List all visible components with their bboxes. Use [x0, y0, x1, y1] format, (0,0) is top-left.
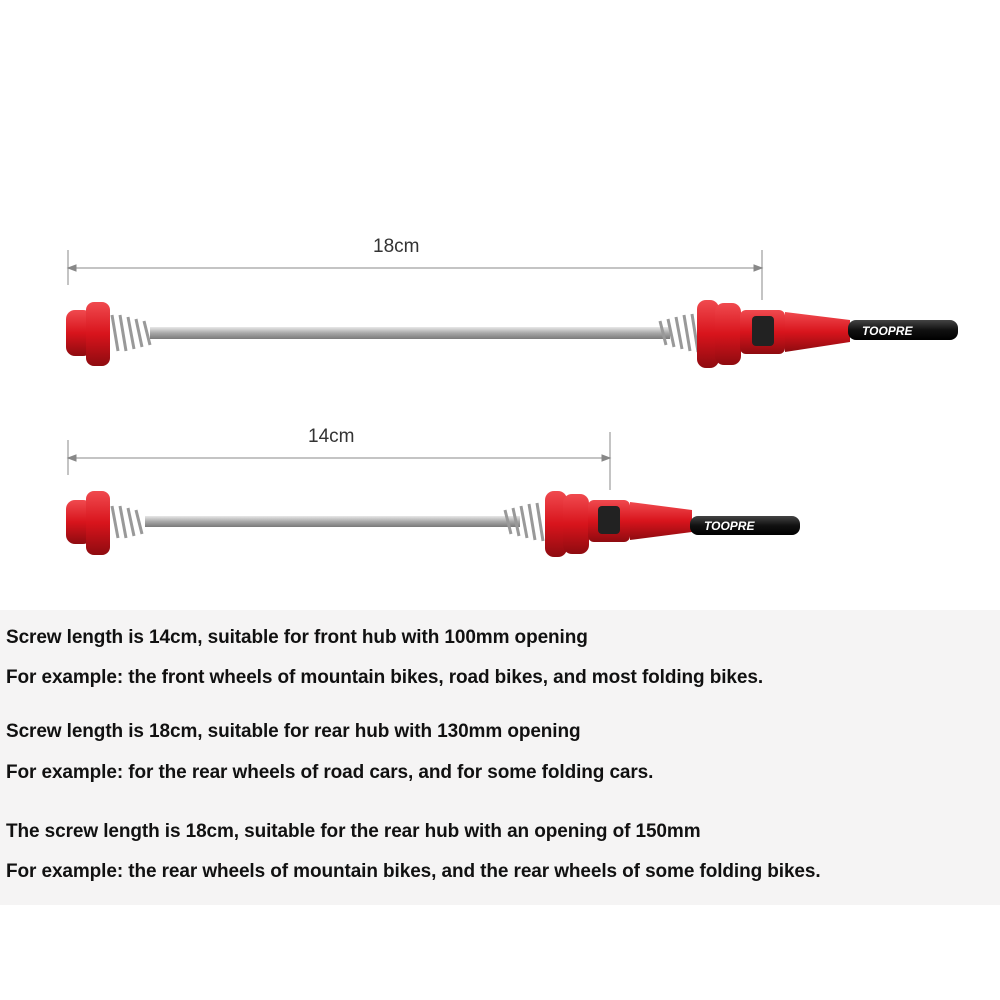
skewer-14cm [66, 491, 800, 557]
length-label-14cm: 14cm [308, 426, 355, 447]
brand-logo: TOOPRE [862, 324, 913, 338]
spec-line-rear-150mm: The screw length is 18cm, suitable for the rear hub with an opening of 150mm [6, 821, 701, 842]
brand-logo: TOOPRE [704, 519, 755, 533]
example-line-front: For example: the front wheels of mountain bikes, road bikes, and most folding bikes. [6, 667, 764, 688]
spec-line-front-100mm: Screw length is 14cm, suitable for front hub with 100mm opening [6, 627, 588, 648]
length-label-18cm: 18cm [373, 236, 420, 257]
example-line-rear-150: For example: the rear wheels of mountain bikes, and the rear wheels of some folding bikes. [6, 861, 821, 882]
example-line-rear-130: For example: for the rear wheels of road cars, and for some folding cars. [6, 762, 654, 783]
description-panel [0, 610, 1000, 905]
spec-line-rear-130mm: Screw length is 18cm, suitable for rear hub with 130mm opening [6, 721, 581, 742]
skewer-18cm [66, 300, 958, 368]
